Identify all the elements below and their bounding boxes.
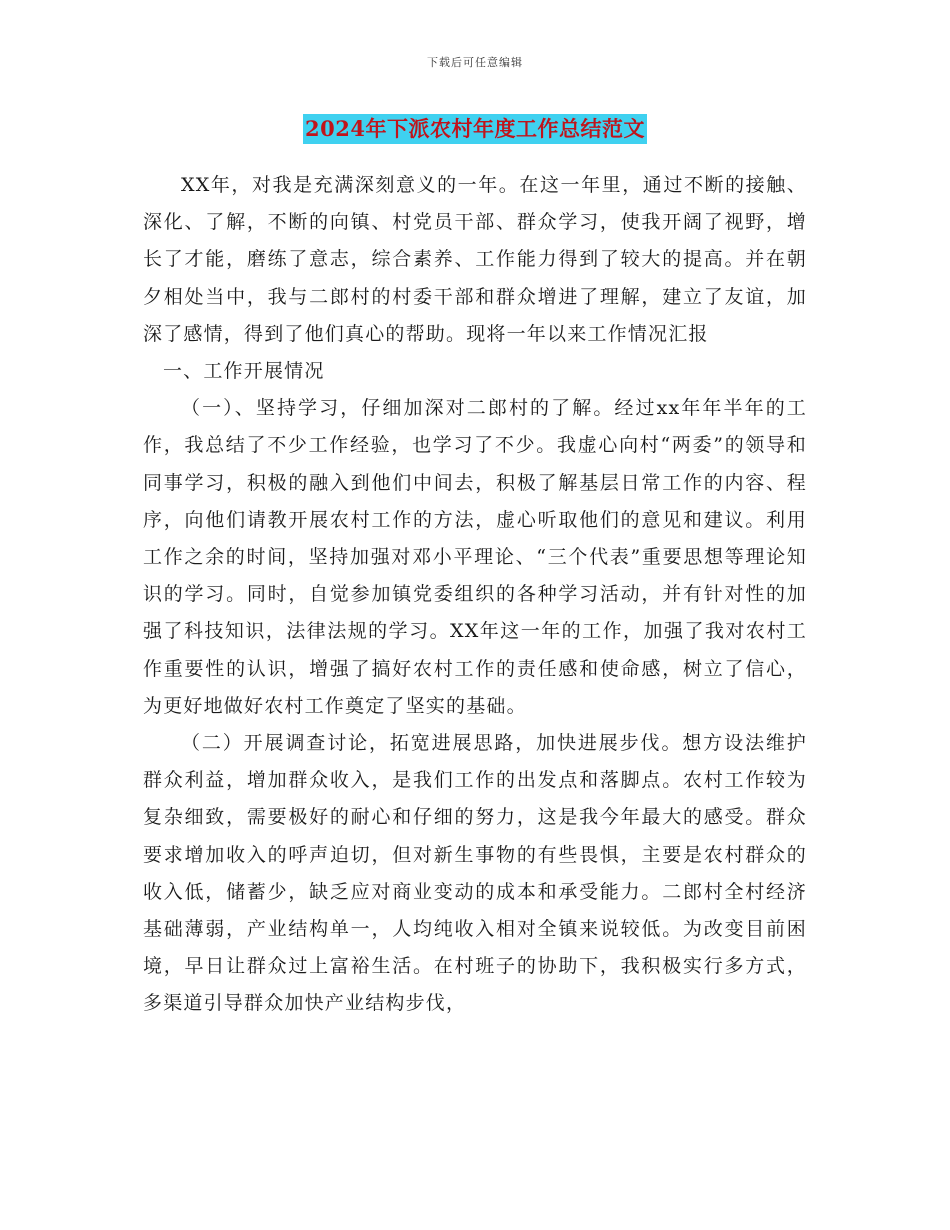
document-title: 2024年下派农村年度工作总结范文 — [303, 114, 647, 144]
header-note: 下载后可任意编辑 — [427, 56, 523, 69]
document-body — [143, 167, 807, 1023]
paragraph-item-2: （二）开展调查讨论，拓宽进展思路，加快进展步伐。想方设法维护群众利益，增加群众收入，是我们工作的出发点和落脚点。农村工作较为复杂细致，需要极好的耐心和仔细的努力，这是我今年最大的感受。群众要求增加收入的呼声迫切，但对新生事物的有些畏惧，主要是农村群众的收入低，储蓄少，缺乏应对商业变动的成本和承受能力。二郎村全村经济基础薄弱，产业结构单一，人均纯收入相对全镇来说较低。为改变目前困境，早日让群众过上富裕生活。在村班子的协助下，我积极实行多方式，多渠道引导群众加快产业结构步伐， — [143, 732, 807, 1015]
title-container — [0, 114, 950, 144]
section-heading: 一、工作开展情况 — [162, 360, 325, 383]
paragraph-item-1: （一）、坚持学习，仔细加深对二郎村的了解。经过xx年年半年的工作，我总结了不少工作经验，也学习了不少。我虚心向村“两委”的领导和同事学习，积极的融入到他们中间去，积极了解基层日常工作的内容、程序，向他们请教开展农村工作的方法，虚心听取他们的意见和建议。利用工作之余的时间，坚持加强对邓小平理论、“三个代表”重要思想等理论知识的学习。同时，自觉参加镇党委组织的各种学习活动，并有针对性的加强了科技知识，法律法规的学习。XX年这一年的工作，加强了我对农村工作重要性的认识，增强了搞好农村工作的责任感和使命感，树立了信心，为更好地做好农村工作奠定了坚实的基础。 — [143, 397, 807, 717]
paragraph-intro: XX年，对我是充满深刻意义的一年。在这一年里，通过不断的接触、深化、了解，不断的向镇、村党员干部、群众学习，使我开阔了视野，增长了才能，磨练了意志，综合素养、工作能力得到了较大的提高。并在朝夕相处当中，我与二郎村的村委干部和群众增进了理解，建立了友谊，加深了感情，得到了他们真心的帮助。现将一年以来工作情况汇报 — [143, 174, 807, 345]
